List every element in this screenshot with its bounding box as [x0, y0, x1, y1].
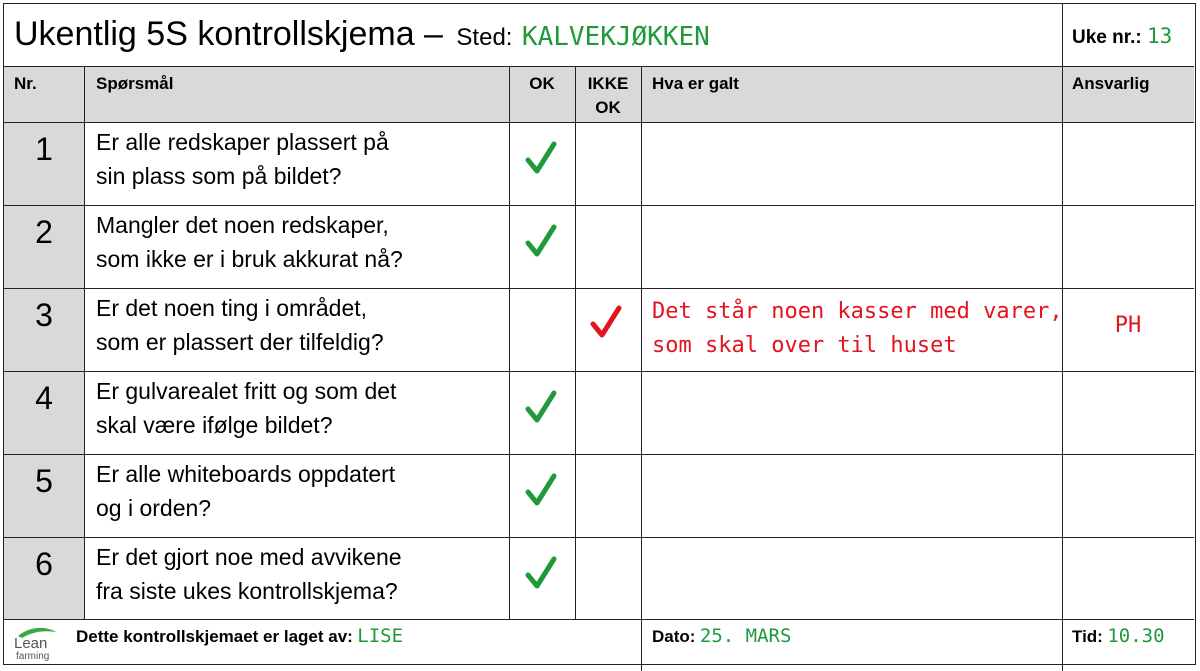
row-number: 5	[35, 463, 53, 499]
grid-line	[641, 66, 642, 671]
week-value: 13	[1146, 24, 1173, 48]
row-question-line2: og i orden?	[96, 495, 212, 521]
lean-farming-logo	[12, 626, 64, 666]
ok-checkmark-icon	[524, 472, 558, 508]
row-issue-line1: Det står noen kasser med varer,	[652, 299, 1063, 324]
grid-line	[4, 66, 1194, 67]
sted-label: Sted:	[456, 24, 513, 51]
grid-line	[509, 66, 510, 619]
row-number: 6	[35, 546, 53, 582]
row-question-line1: Mangler det noen redskaper,	[96, 212, 389, 238]
title-text: Ukentlig 5S kontrollskjema –	[14, 15, 443, 53]
row-question	[96, 540, 506, 608]
ok-checkmark-icon	[524, 140, 558, 176]
checklist-form	[3, 3, 1196, 665]
logo-subtext: farming	[16, 651, 50, 662]
time	[1072, 625, 1165, 647]
row-question	[96, 208, 506, 276]
grid-line	[4, 454, 1194, 455]
row-question	[96, 374, 506, 442]
col-header-nr: Nr.	[14, 74, 37, 93]
row-question	[96, 291, 506, 359]
grid-line	[4, 537, 1194, 538]
row-question	[96, 125, 506, 193]
col-header-ikke-ok-line1: IKKE	[587, 74, 629, 93]
row-question-line1: Er alle whiteboards oppdatert	[96, 461, 396, 487]
row-number: 3	[35, 297, 53, 333]
row-question-line2: fra siste ukes kontrollskjema?	[96, 578, 398, 604]
col-header-ok: OK	[529, 74, 555, 93]
col-header-wrong: Hva er galt	[652, 74, 739, 93]
week-number	[1072, 24, 1172, 49]
sted-value: KALVEKJØKKEN	[521, 22, 710, 52]
grid-line	[4, 371, 1194, 372]
date-label: Dato:	[652, 627, 696, 646]
grid-line	[4, 205, 1194, 206]
row-number: 2	[35, 214, 53, 250]
grid-line	[4, 619, 1194, 620]
date	[652, 625, 791, 647]
time-value: 10.30	[1107, 625, 1165, 647]
grid-line	[575, 66, 576, 619]
grid-line	[4, 122, 1194, 123]
date-value: 25. MARS	[699, 625, 792, 647]
row-question-line2: sin plass som på bildet?	[96, 163, 342, 189]
row-question-line1: Er alle redskaper plassert på	[96, 129, 389, 155]
row-question-line1: Er det noen ting i området,	[96, 295, 368, 321]
row-question-line2: som ikke er i bruk akkurat nå?	[96, 246, 403, 272]
row-question-line1: Er det gjort noe med avvikene	[96, 544, 402, 570]
ok-checkmark-icon	[524, 389, 558, 425]
row-number: 1	[35, 131, 53, 167]
row-responsible: PH	[1114, 313, 1142, 338]
form-title	[14, 12, 710, 60]
ok-checkmark-icon	[524, 223, 558, 259]
made-by-value: LISE	[357, 625, 404, 647]
logo-text: Lean	[14, 635, 48, 652]
week-label: Uke nr.:	[1072, 27, 1142, 48]
col-header-ikke-ok-line2: OK	[595, 98, 621, 117]
row-issue	[652, 295, 1063, 363]
row-question-line1: Er gulvarealet fritt og som det	[96, 378, 397, 404]
ok-checkmark-icon	[524, 555, 558, 591]
made-by-label: Dette kontrollskjemaet er laget av:	[76, 627, 353, 646]
col-header-ikke-ok	[575, 72, 641, 120]
row-question-line2: som er plassert der tilfeldig?	[96, 329, 384, 355]
not-ok-checkmark-icon	[589, 304, 623, 340]
made-by	[76, 625, 403, 647]
time-label: Tid:	[1072, 627, 1103, 646]
row-question-line2: skal være ifølge bildet?	[96, 412, 333, 438]
row-number: 4	[35, 380, 53, 416]
grid-line	[4, 288, 1194, 289]
grid-line	[84, 66, 85, 619]
col-header-responsible: Ansvarlig	[1072, 74, 1150, 93]
col-header-question: Spørsmål	[96, 74, 174, 93]
row-issue-line2: som skal over til huset	[652, 333, 957, 358]
row-question	[96, 457, 506, 525]
